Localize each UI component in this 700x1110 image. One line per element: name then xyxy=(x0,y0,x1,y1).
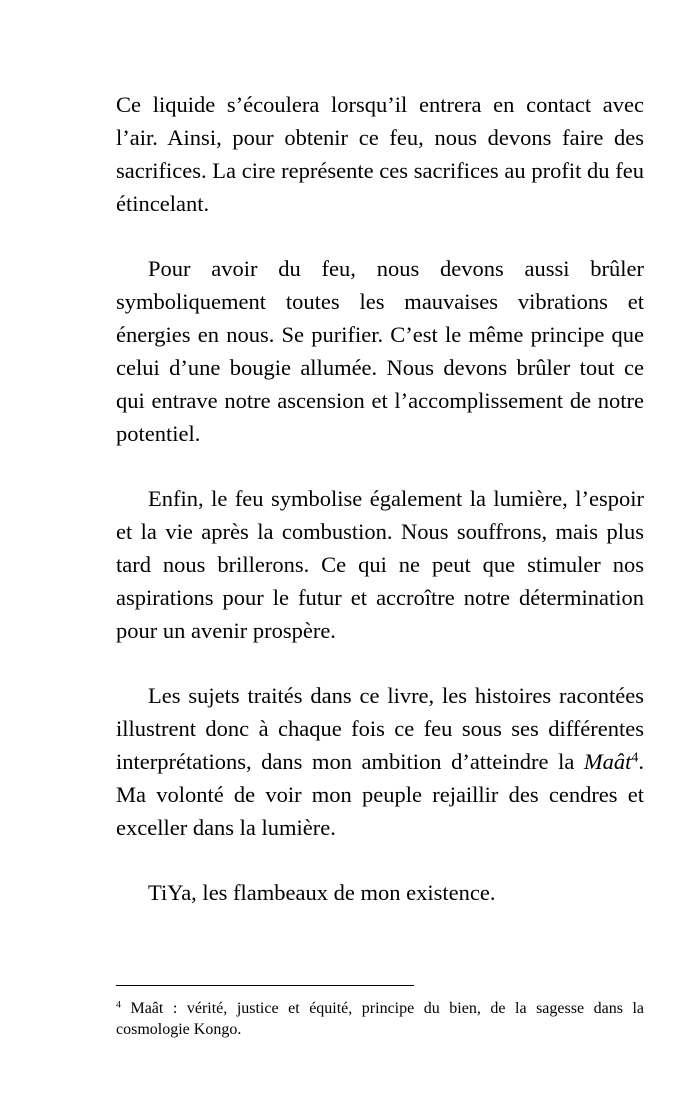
paragraph-4-text-before: Les sujets traités dans ce livre, les histoires racontées illustrent donc à chaque fois ce feu sous ses différentes interprétations, dans mon ambition d’atteindre la xyxy=(116,683,644,774)
footnote xyxy=(116,998,644,1040)
paragraph-5: TiYa, les flambeaux de mon existence. xyxy=(148,880,496,905)
page-body xyxy=(116,88,644,941)
paragraph-4-text-after: . Ma volonté de voir mon peuple rejaillir des cendres et exceller dans la lumière. xyxy=(116,749,644,840)
footnote-number: 4 xyxy=(116,999,121,1011)
paragraph-1: Ce liquide s’écoulera lorsqu’il entrera en contact avec l’air. Ainsi, pour obtenir ce feu, nous devons faire des sacrifices. La cire représente ces sacrifices au profit du feu étincelant. xyxy=(116,92,644,216)
footnote-reference[interactable]: 4 xyxy=(631,750,639,766)
footnote-area xyxy=(116,985,644,1040)
paragraph-2: Pour avoir du feu, nous devons aussi brûler symboliquement toutes les mauvaises vibrations et énergies en nous. Se purifier. C’est le même principe que celui d’une bougie allumée. Nous devons brûler tout ce qui entrave notre ascension et l’accomplissement de notre potentiel. xyxy=(116,256,644,446)
footnote-text: Maât : vérité, justice et équité, principe du bien, de la sagesse dans la cosmologie Kongo. xyxy=(116,1000,644,1038)
footnote-divider xyxy=(116,985,414,986)
paragraph-4 xyxy=(116,679,644,844)
paragraph-3: Enfin, le feu symbolise également la lumière, l’espoir et la vie après la combustion. Nous souffrons, mais plus tard nous brillerons. Ce qui ne peut que stimuler nos aspirations pour le futur et accroître notre détermination pour un avenir prospère. xyxy=(116,486,644,643)
maat-term: Maât xyxy=(583,749,632,774)
